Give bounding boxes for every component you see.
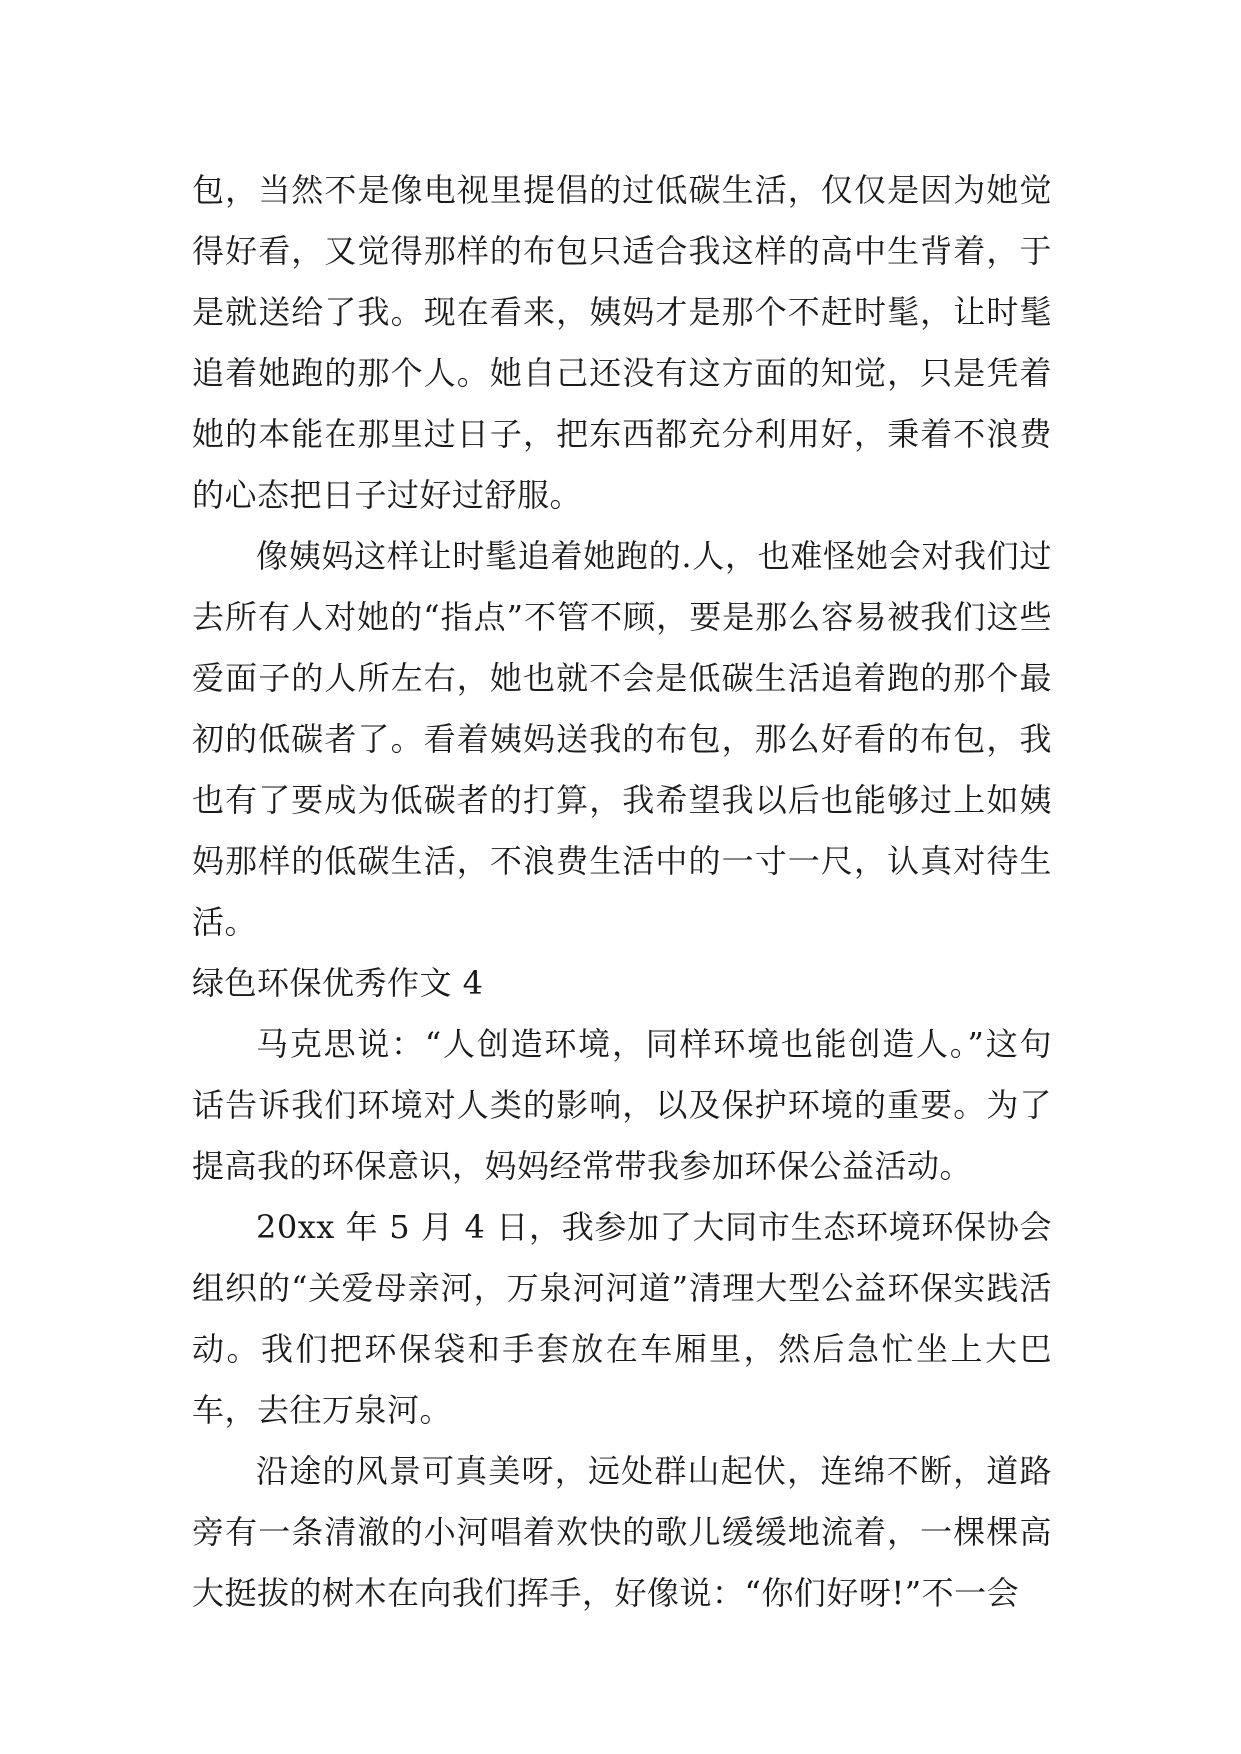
document-body — [192, 160, 1052, 1624]
section-heading: 绿色环保优秀作文 4 — [192, 964, 484, 1002]
paragraph-continuation: 包，当然不是像电视里提倡的过低碳生活，仅仅是因为她觉得好看，又觉得那样的布包只适合我这样的高中生背着，于是就送给了我。现在看来，姨妈才是那个不赶时髦，让时髦追着她跑的那个人。她自己还没有这方面的知觉，只是凭着她的本能在那里过日子，把东西都充分利用好，秉着不浪费的心态把日子过好过舒服。 — [192, 171, 1052, 514]
paragraph-5: 沿途的风景可真美呀，远处群山起伏，连绵不断，道路旁有一条清澈的小河唱着欢快的歌儿缓缓地流着，一棵棵高大挺拔的树木在向我们挥手，好像说：“你们好呀!”不一会 — [192, 1452, 1052, 1612]
paragraph-3: 马克思说：“人创造环境，同样环境也能创造人。”这句话告诉我们环境对人类的影响，以及保护环境的重要。为了提高我的环保意识，妈妈经常带我参加环保公益活动。 — [192, 1025, 1052, 1185]
paragraph-2: 像姨妈这样让时髦追着她跑的.人，也难怪她会对我们过去所有人对她的“指点”不管不顾，要是那么容易被我们这些爱面子的人所左右，她也就不会是低碳生活追着跑的那个最初的低碳者了。看着姨妈送我的布包，那么好看的布包，我也有了要成为低碳者的打算，我希望我以后也能够过上如姨妈那样的低碳生活，不浪费生活中的一寸一尺，认真对待生活。 — [192, 537, 1052, 941]
paragraph-4: 20xx 年 5 月 4 日，我参加了大同市生态环境环保协会组织的“关爱母亲河，万泉河河道”清理大型公益环保实践活动。我们把环保袋和手套放在车厢里，然后急忙坐上大巴车，去往万泉河。 — [192, 1208, 1052, 1429]
